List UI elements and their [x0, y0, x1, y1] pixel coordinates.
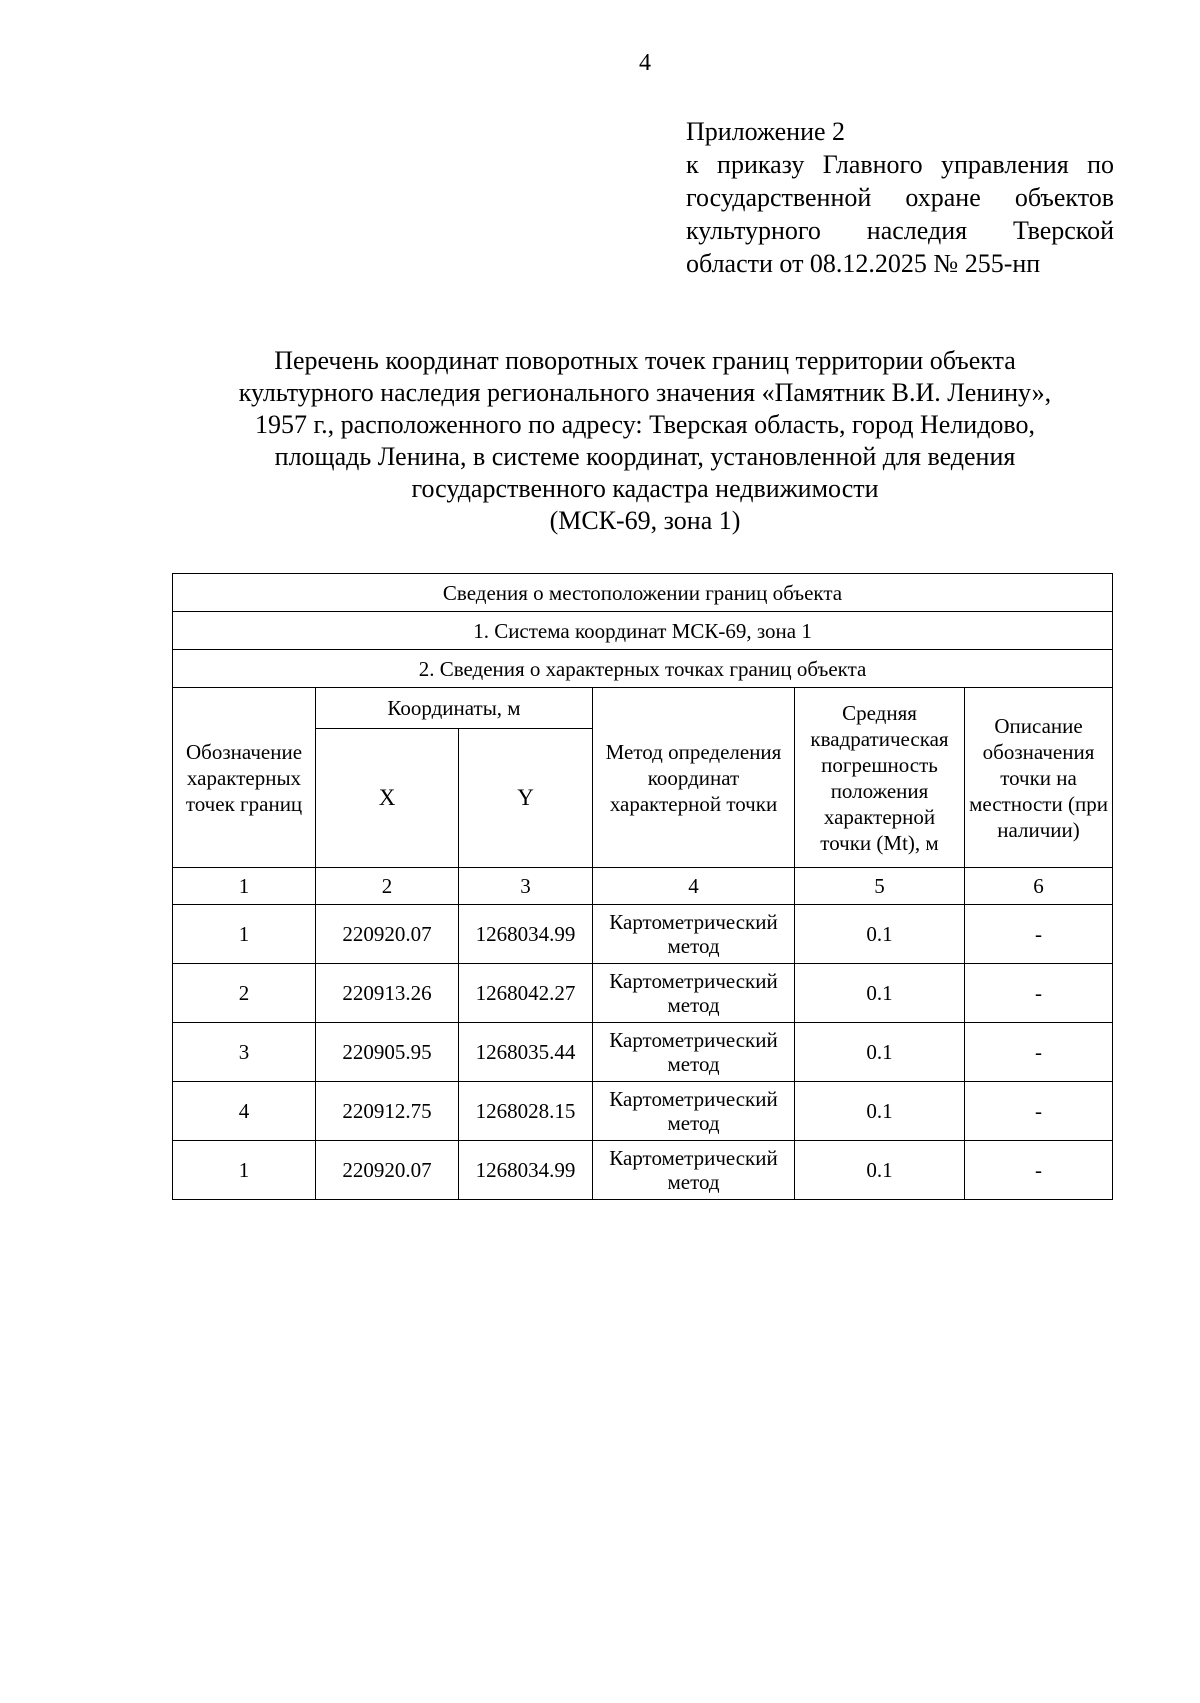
- section-row: [173, 612, 1113, 650]
- cell-mt: 0.1: [795, 964, 965, 1023]
- column-number: 1: [173, 868, 316, 905]
- cell-method: Картометрический метод: [593, 1023, 795, 1082]
- document-title: [150, 345, 1140, 537]
- cell-y: 1268035.44: [459, 1023, 593, 1082]
- table-row: [173, 1141, 1113, 1200]
- section-points-header: 2. Сведения о характерных точках границ объекта: [173, 650, 1113, 688]
- cell-description: -: [965, 1082, 1113, 1141]
- column-number: 2: [316, 868, 459, 905]
- page-number: 4: [639, 50, 651, 76]
- section-location-header: Сведения о местоположении границ объекта: [173, 574, 1113, 612]
- table-row: [173, 1023, 1113, 1082]
- header-y: Y: [459, 729, 593, 868]
- column-number: 4: [593, 868, 795, 905]
- column-number: 5: [795, 868, 965, 905]
- cell-method: Картометрический метод: [593, 964, 795, 1023]
- cell-point: 3: [173, 1023, 316, 1082]
- header-coordinates: Координаты, м: [316, 688, 593, 729]
- title-line: (МСК-69, зона 1): [549, 506, 741, 535]
- column-number: 6: [965, 868, 1113, 905]
- cell-description: -: [965, 1023, 1113, 1082]
- cell-point: 4: [173, 1082, 316, 1141]
- appendix-line: к приказу Главного управления по: [686, 150, 1114, 179]
- table-row: [173, 905, 1113, 964]
- title-line: Перечень координат поворотных точек границ территории объекта: [274, 346, 1016, 375]
- header-point-designation: Обозначение характерных точек границ: [173, 688, 316, 868]
- cell-mt: 0.1: [795, 1082, 965, 1141]
- appendix-line: государственной охране объектов: [686, 183, 1114, 212]
- cell-method: Картометрический метод: [593, 1141, 795, 1200]
- section-row: [173, 650, 1113, 688]
- column-number-row: [173, 868, 1113, 905]
- cell-mt: 0.1: [795, 1023, 965, 1082]
- cell-description: -: [965, 905, 1113, 964]
- table-row: [173, 964, 1113, 1023]
- cell-x: 220920.07: [316, 1141, 459, 1200]
- cell-point: 2: [173, 964, 316, 1023]
- section-coord-system: 1. Система координат МСК-69, зона 1: [173, 612, 1113, 650]
- header-row: [173, 688, 1113, 729]
- cell-x: 220920.07: [316, 905, 459, 964]
- appendix-line: культурного наследия Тверской: [686, 216, 1114, 245]
- cell-point: 1: [173, 1141, 316, 1200]
- coordinates-table: [172, 573, 1113, 1200]
- cell-description: -: [965, 964, 1113, 1023]
- cell-mt: 0.1: [795, 1141, 965, 1200]
- title-line: 1957 г., расположенного по адресу: Тверская область, город Нелидово,: [254, 410, 1036, 439]
- cell-x: 220913.26: [316, 964, 459, 1023]
- cell-x: 220905.95: [316, 1023, 459, 1082]
- cell-y: 1268034.99: [459, 905, 593, 964]
- header-description: Описание обозначения точки на местности (при наличии): [965, 688, 1113, 868]
- title-line: государственного кадастра недвижимости: [411, 474, 879, 503]
- table-row: [173, 1082, 1113, 1141]
- appendix-line: Приложение 2: [686, 117, 846, 146]
- cell-method: Картометрический метод: [593, 905, 795, 964]
- header-method: Метод определения координат характерной точки: [593, 688, 795, 868]
- cell-y: 1268028.15: [459, 1082, 593, 1141]
- appendix-line: области от 08.12.2025 № 255-нп: [686, 249, 1041, 278]
- cell-y: 1268042.27: [459, 964, 593, 1023]
- header-x: X: [316, 729, 459, 868]
- appendix-header: [686, 115, 1114, 280]
- header-mt: Средняя квадратическая погрешность положения характерной точки (Mt), м: [795, 688, 965, 868]
- cell-point: 1: [173, 905, 316, 964]
- cell-x: 220912.75: [316, 1082, 459, 1141]
- column-number: 3: [459, 868, 593, 905]
- title-line: площадь Ленина, в системе координат, установленной для ведения: [274, 442, 1016, 471]
- section-row: [173, 574, 1113, 612]
- cell-method: Картометрический метод: [593, 1082, 795, 1141]
- cell-description: -: [965, 1141, 1113, 1200]
- cell-mt: 0.1: [795, 905, 965, 964]
- title-line: культурного наследия регионального значения «Памятник В.И. Ленину»,: [238, 378, 1052, 407]
- cell-y: 1268034.99: [459, 1141, 593, 1200]
